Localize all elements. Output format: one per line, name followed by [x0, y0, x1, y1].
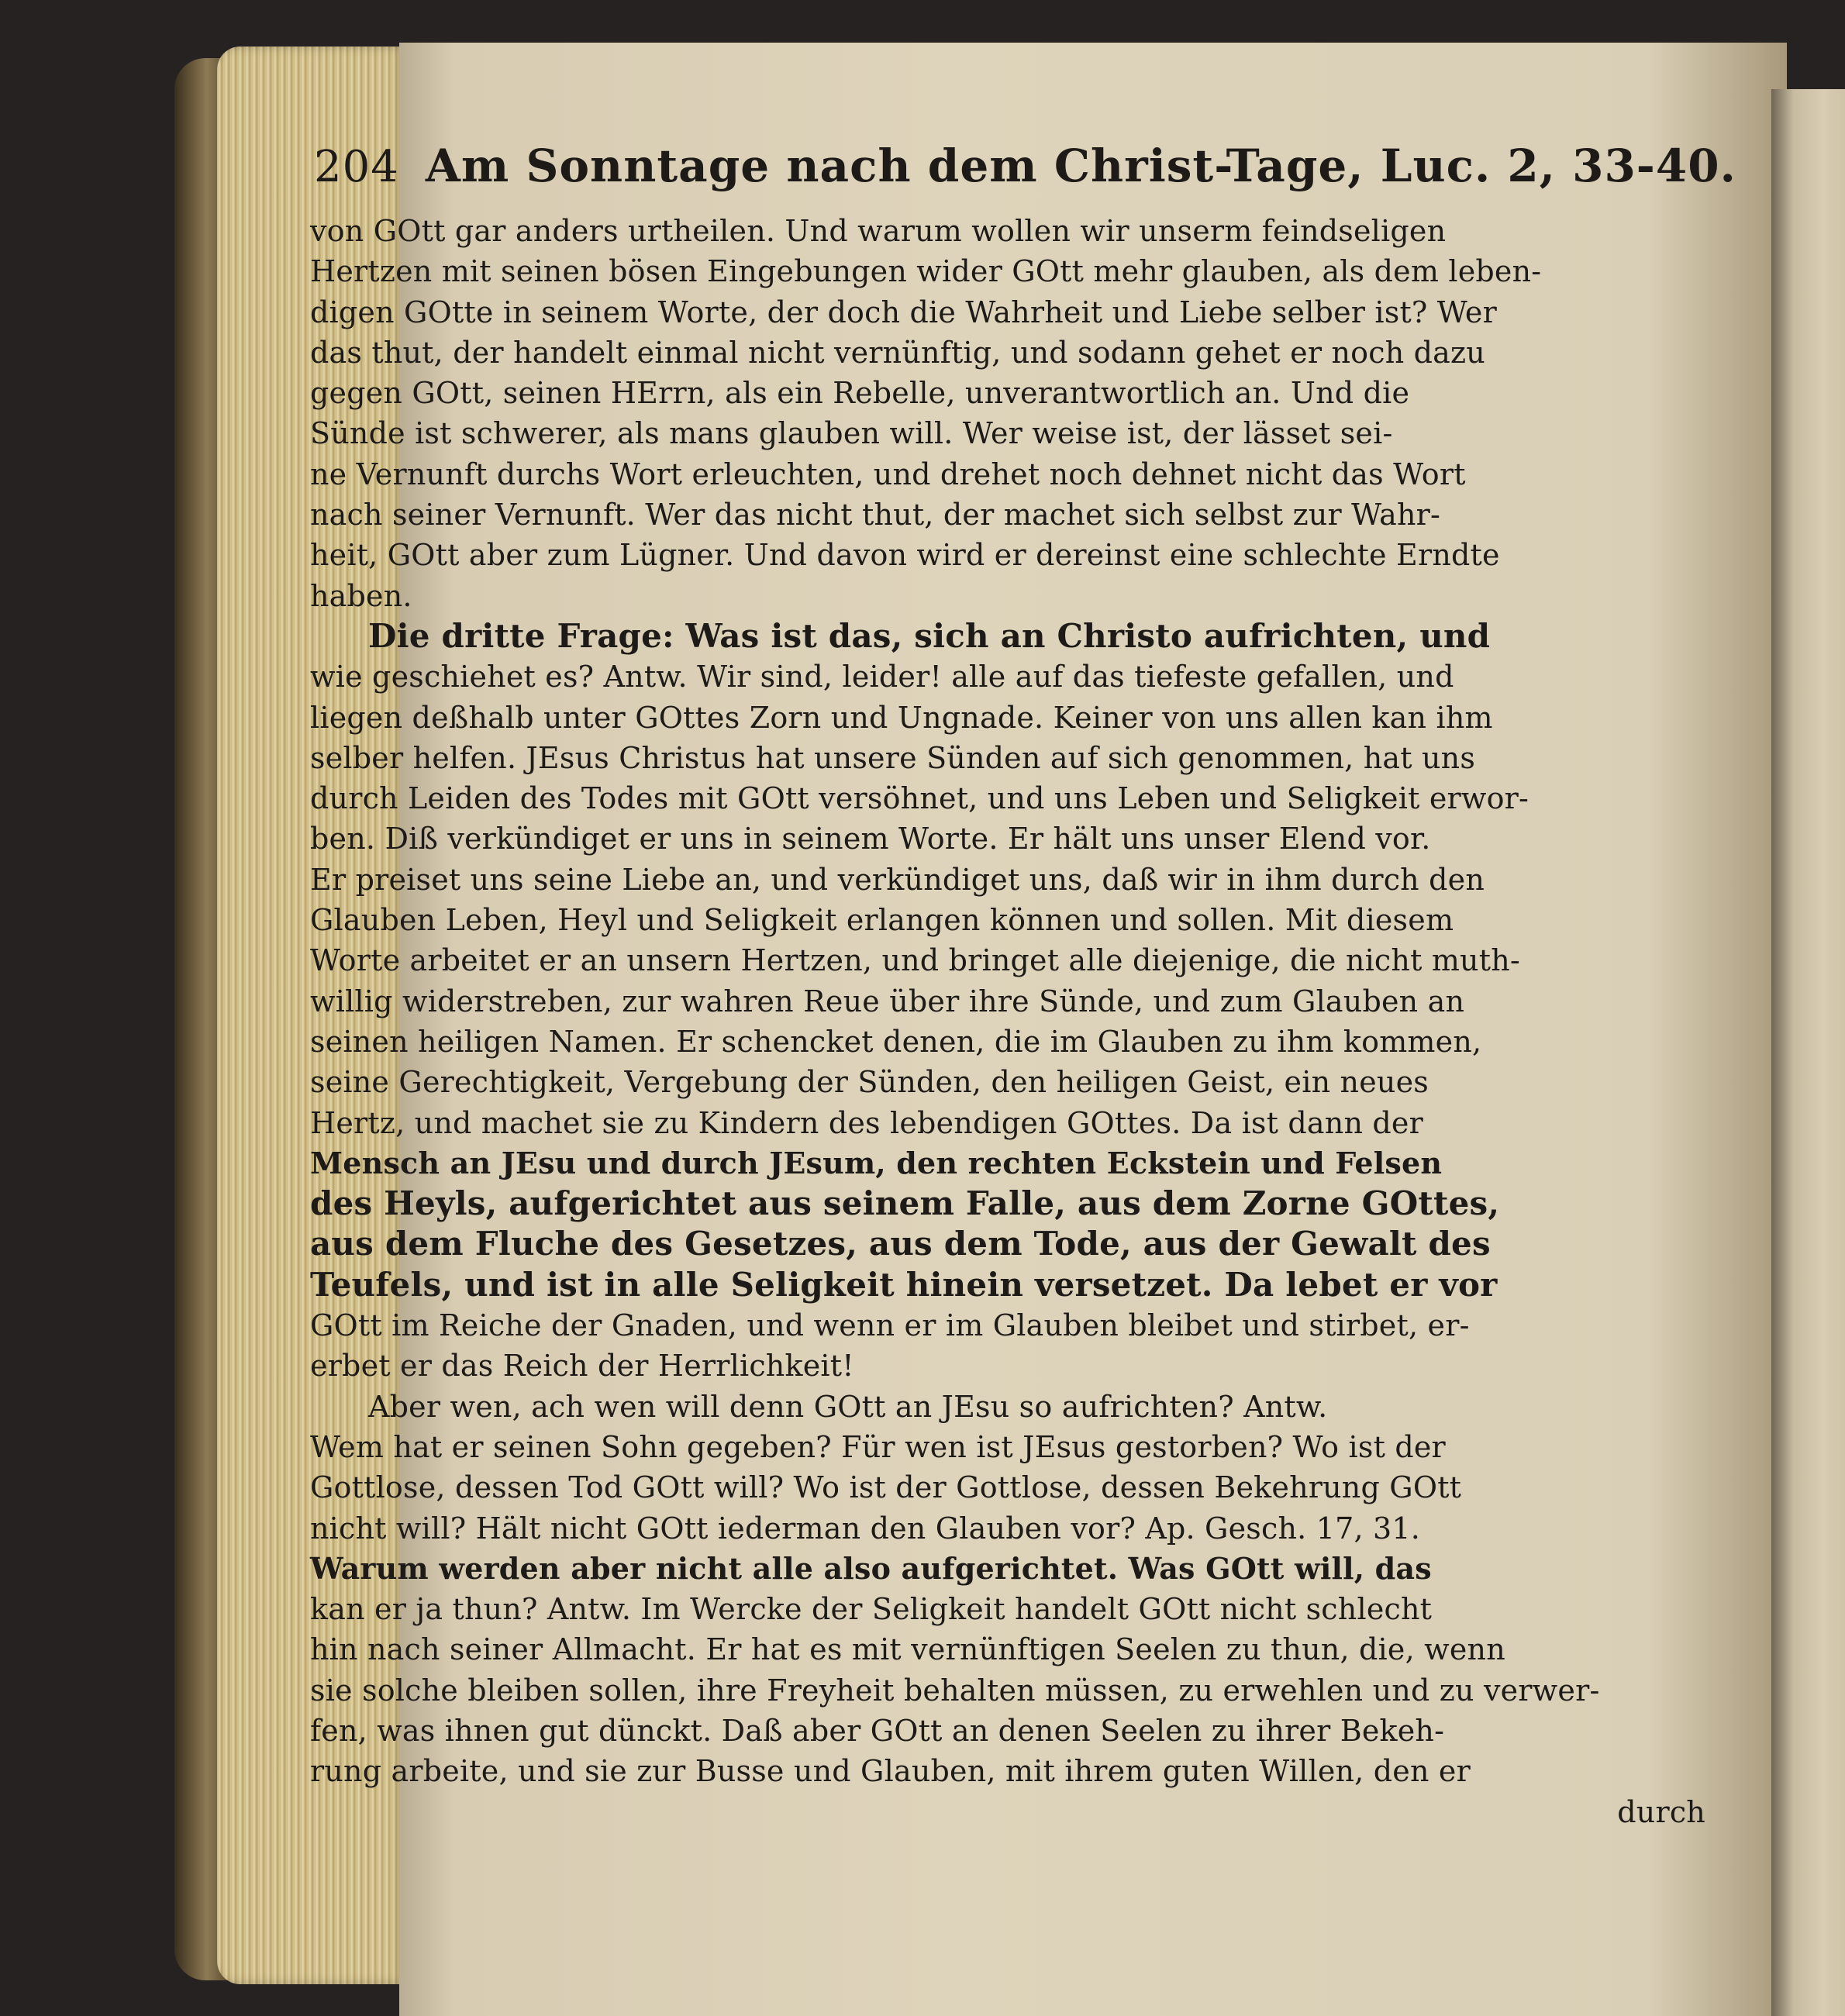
text-line: von GOtt gar anders urtheilen. Und warum wollen wir unserm feindseligen [310, 214, 1447, 248]
text-line: fen, was ihnen gut dünckt. Daß aber GOtt an denen Seelen zu ihrer Bekeh- [310, 1713, 1445, 1748]
paragraph-start: Aber wen, ach wen will denn GOtt an JEsu so aufrichten? Antw. [368, 1389, 1328, 1424]
text-line: das thut, der handelt einmal nicht vernünftig, und sodann gehet er noch dazu [310, 335, 1485, 370]
text-line: durch Leiden des Todes mit GOtt versöhnet, und uns Leben und Seligkeit erwor- [310, 781, 1529, 816]
text-line: selber helfen. JEsus Christus hat unsere Sünden auf sich genommen, hat uns [310, 740, 1476, 775]
text-line: seinen heiligen Namen. Er schencket denen, die im Glauben zu ihm kommen, [310, 1024, 1482, 1059]
text-line: haben. [310, 578, 412, 613]
text-line: kan er ja thun? Antw. Im Wercke der Seligkeit handelt GOtt nicht schlecht [310, 1592, 1433, 1627]
text-line: willig widerstreben, zur wahren Reue über ihre Sünde, und zum Glauben an [310, 984, 1465, 1018]
text-line: heit, GOtt aber zum Lügner. Und davon wird er dereinst eine schlechte Erndte [310, 538, 1500, 573]
page-header [314, 140, 1736, 202]
body-text [310, 211, 1705, 1832]
text-line: hin nach seiner Allmacht. Er hat es mit vernünftigen Seelen zu thun, die, wenn [310, 1632, 1505, 1667]
text-line: nach seiner Vernunft. Wer das nicht thut, der machet sich selbst zur Wahr- [310, 498, 1441, 532]
text-line: Warum werden aber nicht alle also aufgerichtet. Was GOtt will, das [310, 1550, 1432, 1586]
text-line: wie geschiehet es? Antw. Wir sind, leider! alle auf das tiefeste gefallen, und [310, 660, 1454, 694]
text-line: gegen GOtt, seinen HErrn, als ein Rebelle, unverantwortlich an. Und die [310, 376, 1410, 411]
text-line: aus dem Fluche des Gesetzes, aus dem Tode, aus der Gewalt des [310, 1225, 1491, 1263]
text-line: Wem hat er seinen Sohn gegeben? Für wen ist JEsus gestorben? Wo ist der [310, 1429, 1446, 1464]
text-line: sie solche bleiben sollen, ihre Freyheit behalten müssen, zu erwehlen und zu verwer- [310, 1673, 1600, 1708]
text-line: Glauben Leben, Heyl und Seligkeit erlangen können und sollen. Mit diesem [310, 903, 1454, 938]
text-line: erbet er das Reich der Herrlichkeit! [310, 1349, 854, 1384]
question-heading: Die dritte Frage: Was ist das, sich an Christo aufrichten, und [368, 616, 1491, 655]
text-line: Worte arbeitet er an unsern Hertzen, und bringet alle diejenige, die nicht muth- [310, 943, 1520, 978]
text-line: Hertzen mit seinen bösen Eingebungen wider GOtt mehr glauben, als dem leben- [310, 254, 1542, 289]
text-line: seine Gerechtigkeit, Vergebung der Sünden, den heiligen Geist, ein neues [310, 1065, 1429, 1100]
text-line: digen GOtte in seinem Worte, der doch die Wahrheit und Liebe selber ist? Wer [310, 295, 1497, 329]
text-line: Sünde ist schwerer, als mans glauben will. Wer weise ist, der lässet sei- [310, 416, 1393, 451]
next-page-gutter [1771, 89, 1845, 2016]
text-line: Hertz, und machet sie zu Kindern des lebendigen GOttes. Da ist dann der [310, 1105, 1423, 1140]
catchword: durch [1617, 1794, 1705, 1829]
running-title: Am Sonntage nach dem Christ-Tage, Luc. 2, 33-40. [425, 140, 1736, 192]
text-line: Er preiset uns seine Liebe an, und verkündiget uns, daß wir in ihm durch den [310, 862, 1485, 897]
text-line: Teufels, und ist in alle Seligkeit hinein versetzet. Da lebet er vor [310, 1265, 1498, 1304]
text-line: ne Vernunft durchs Wort erleuchten, und drehet noch dehnet nicht das Wort [310, 457, 1466, 491]
text-line: Mensch an JEsu und durch JEsum, den rechten Eckstein und Felsen [310, 1145, 1443, 1180]
page-number: 204 [314, 142, 399, 192]
text-line: GOtt im Reiche der Gnaden, und wenn er im Glauben bleibet und stirbet, er- [310, 1308, 1470, 1343]
text-line: des Heyls, aufgerichtet aus seinem Falle, aus dem Zorne GOttes, [310, 1184, 1500, 1223]
text-line: nicht will? Hält nicht GOtt iederman den Glauben vor? Ap. Gesch. 17, 31. [310, 1511, 1421, 1546]
text-line: rung arbeite, und sie zur Busse und Glauben, mit ihrem guten Willen, den er [310, 1754, 1471, 1789]
text-line: Gottlose, dessen Tod GOtt will? Wo ist der Gottlose, dessen Bekehrung GOtt [310, 1470, 1462, 1505]
text-line: ben. Diß verkündiget er uns in seinem Worte. Er hält uns unser Elend vor. [310, 822, 1431, 856]
text-line: liegen deßhalb unter GOttes Zorn und Ungnade. Keiner von uns allen kan ihm [310, 700, 1493, 735]
